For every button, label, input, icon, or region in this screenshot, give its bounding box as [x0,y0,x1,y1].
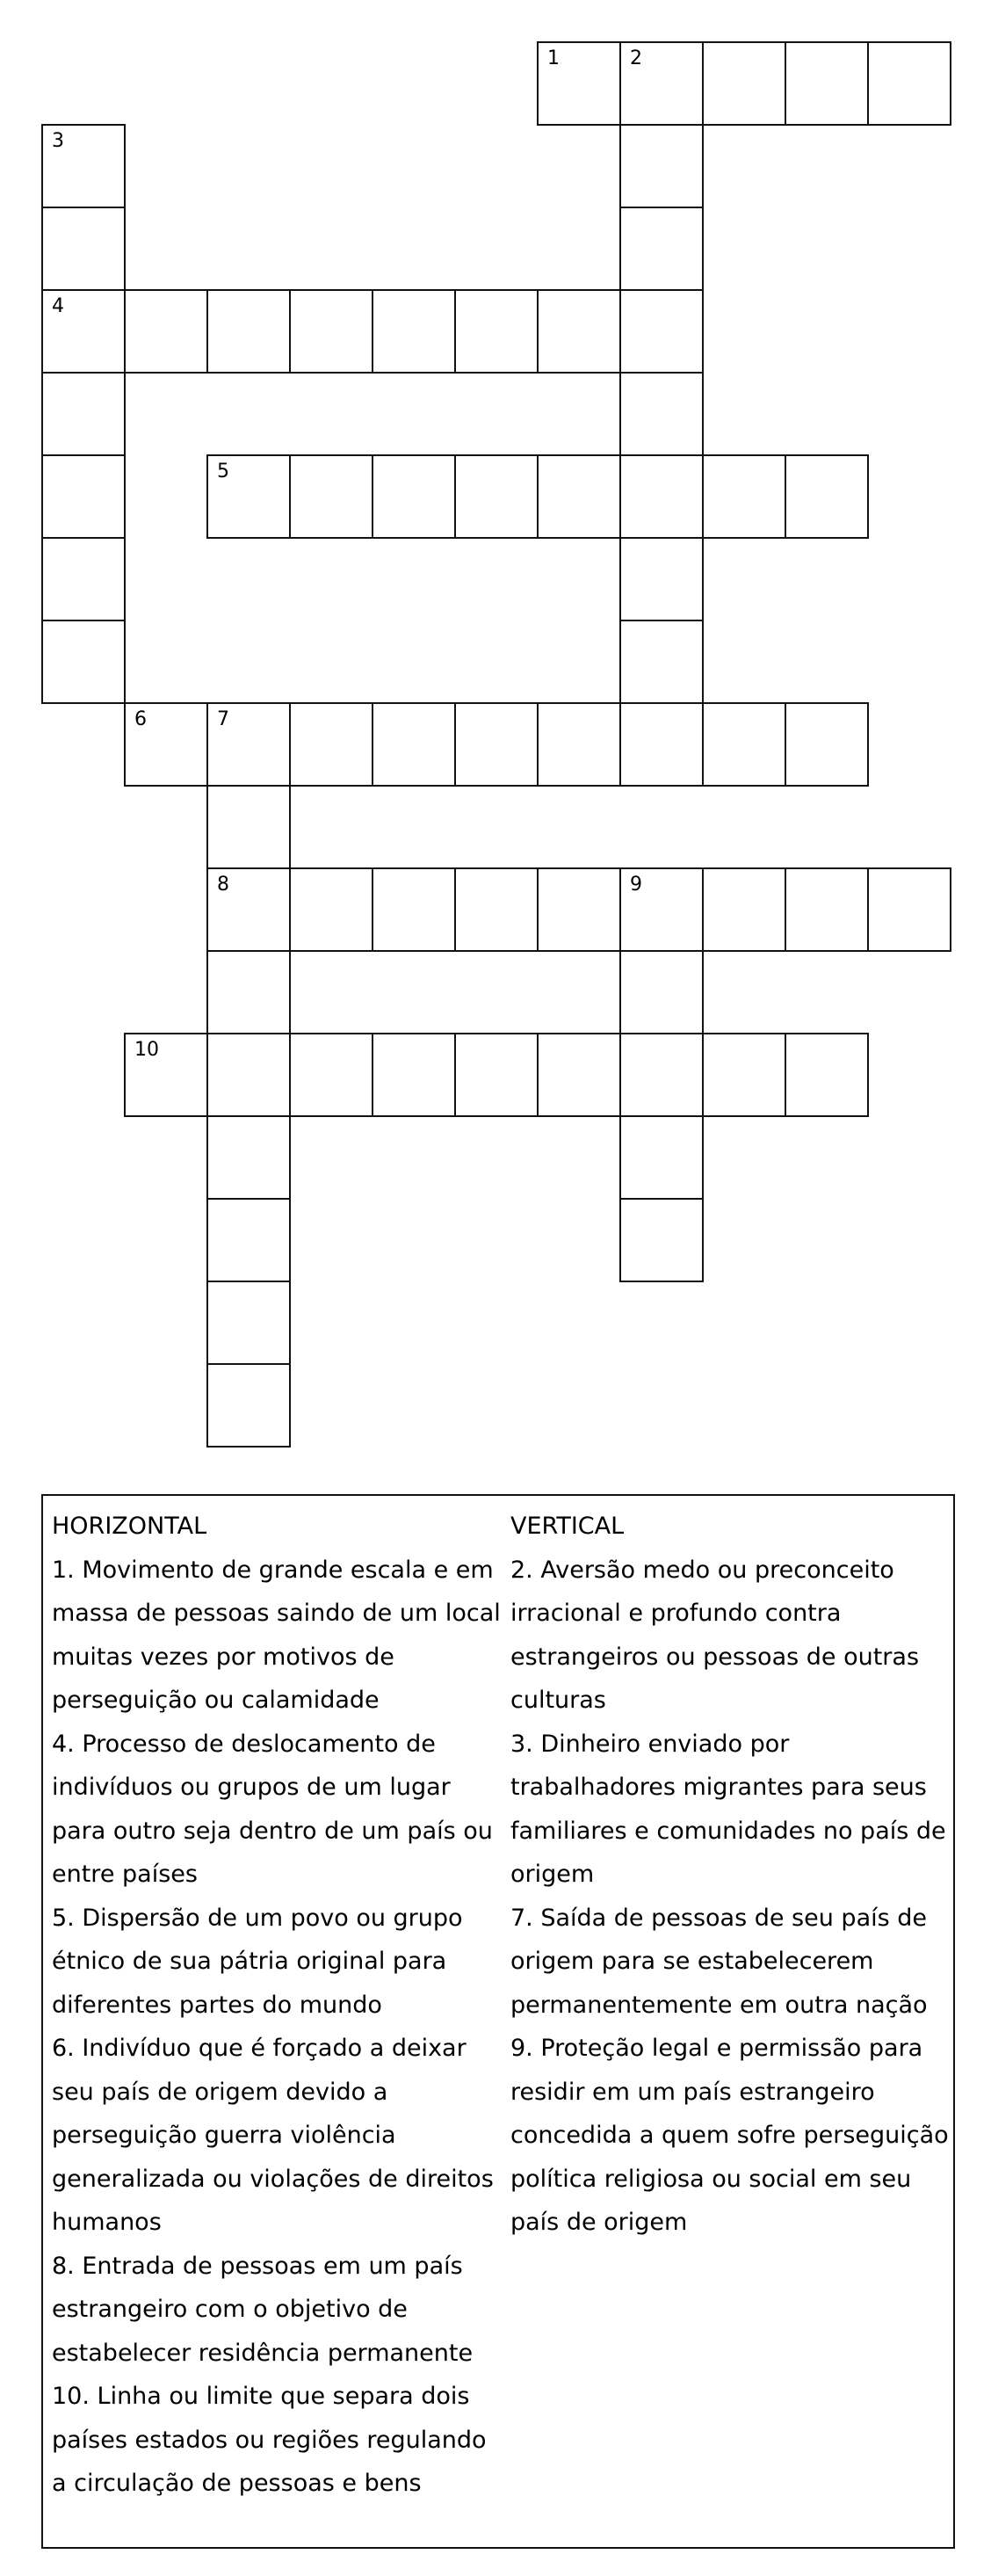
clue-number: 9 [630,874,642,896]
crossword-cell[interactable] [124,289,208,374]
clue-vertical-9: 9. Proteção legal e permissão para residir em um país estrangeiro concedida a quem sofre perseguição política religiosa ou social em seu país de origem [510,2035,949,2236]
clue-horizontal-4: 4. Processo de deslocamento de indivíduos ou grupos de um lugar para outro seja dentro de um país ou entre países [52,1730,493,1888]
crossword-cell[interactable] [206,1363,291,1448]
crossword-cell[interactable] [537,702,621,787]
crossword-cell[interactable] [537,1033,621,1117]
clue-horizontal-6: 6. Indivíduo que é forçado a deixar seu país de origem devido a perseguição guerra violência generalizada ou violações de direitos humanos [52,2035,494,2236]
crossword-cell[interactable] [619,207,704,291]
crossword-cell[interactable] [124,1033,208,1117]
crossword-cell[interactable] [454,702,539,787]
clue-horizontal-5: 5. Dispersão de um povo ou grupo étnico de sua pátria original para diferentes partes do mundo [52,1904,463,2019]
crossword-cell[interactable] [41,124,126,208]
horizontal-heading: HORIZONTAL [52,1513,207,1540]
crossword-cell[interactable] [206,454,291,539]
crossword-cell[interactable] [785,702,869,787]
crossword-cell[interactable] [289,1033,373,1117]
clue-vertical-3: 3. Dinheiro enviado por trabalhadores migrantes para seus familiares e comunidades no país de origem [510,1730,946,1888]
crossword-cell[interactable] [619,702,704,787]
clue-number: 7 [217,708,229,730]
crossword-cell[interactable] [619,1033,704,1117]
crossword-cell[interactable] [206,1115,291,1200]
crossword-cell[interactable] [619,289,704,374]
crossword-cell[interactable] [785,867,869,952]
clue-horizontal-1: 1. Movimento de grande escala e em massa de pessoas saindo de um local muitas vezes por motivos de perseguição ou calamidade [52,1556,501,1714]
clue-number: 4 [52,295,64,317]
crossword-cell[interactable] [372,867,456,952]
crossword-cell[interactable] [41,620,126,704]
clue-vertical-7: 7. Saída de pessoas de seu país de origem para se estabelecerem permanentemente em outra nação [510,1904,928,2019]
clue-number: 6 [134,708,147,730]
crossword-cell[interactable] [206,289,291,374]
crossword-cell[interactable] [372,702,456,787]
crossword-cell[interactable] [619,372,704,456]
crossword-cell[interactable] [41,207,126,291]
clue-number: 1 [547,47,560,69]
crossword-cell[interactable] [537,41,621,126]
clue-vertical-2: 2. Aversão medo ou preconceito irracional e profundo contra estrangeiros ou pessoas de outras culturas [510,1556,920,1714]
crossword-cell[interactable] [454,1033,539,1117]
crossword-cell[interactable] [619,1115,704,1200]
crossword-cell[interactable] [785,41,869,126]
crossword-cell[interactable] [41,372,126,456]
clue-horizontal-8: 8. Entrada de pessoas em um país estrangeiro com o objetivo de estabelecer residência permanente [52,2252,474,2367]
crossword-cell[interactable] [702,1033,786,1117]
crossword-cell[interactable] [206,1198,291,1282]
crossword-cell[interactable] [619,537,704,621]
crossword-cell[interactable] [619,620,704,704]
crossword-cell[interactable] [372,454,456,539]
crossword-cell[interactable] [619,867,704,952]
crossword-cell[interactable] [206,950,291,1034]
clue-horizontal-10: 10. Linha ou limite que separa dois países estados ou regiões regulando a circulação de pessoas e bens [52,2383,487,2497]
crossword-cell[interactable] [206,1281,291,1365]
clue-number: 3 [52,130,64,152]
crossword-cell[interactable] [41,454,126,539]
crossword-cell[interactable] [702,454,786,539]
crossword-cell[interactable] [702,867,786,952]
crossword-cell[interactable] [206,702,291,787]
crossword-cell[interactable] [619,1198,704,1282]
crossword-cell[interactable] [454,867,539,952]
crossword-cell[interactable] [619,41,704,126]
crossword-cell[interactable] [867,41,951,126]
vertical-heading: VERTICAL [510,1513,625,1540]
crossword-cell[interactable] [785,1033,869,1117]
crossword-cell[interactable] [537,289,621,374]
crossword-cell[interactable] [454,454,539,539]
crossword-cell[interactable] [537,454,621,539]
crossword-cell[interactable] [454,289,539,374]
crossword-cell[interactable] [372,289,456,374]
crossword-cell[interactable] [41,537,126,621]
clue-number: 5 [217,461,229,483]
crossword-cell[interactable] [372,1033,456,1117]
crossword-cell[interactable] [619,124,704,208]
crossword-cell[interactable] [124,702,208,787]
clue-number: 8 [217,874,229,896]
crossword-cell[interactable] [702,702,786,787]
crossword-cell[interactable] [619,950,704,1034]
crossword-cell[interactable] [206,1033,291,1117]
crossword-cell[interactable] [206,785,291,869]
horizontal-clues [52,1505,504,2506]
crossword-cell[interactable] [867,867,951,952]
crossword-cell[interactable] [289,702,373,787]
crossword-cell[interactable] [206,867,291,952]
crossword-cell[interactable] [619,454,704,539]
crossword-cell[interactable] [537,867,621,952]
crossword-cell[interactable] [41,289,126,374]
crossword-cell[interactable] [289,289,373,374]
clues-box [41,1494,955,2549]
vertical-clues [510,1505,950,2245]
crossword-cell[interactable] [785,454,869,539]
crossword-cell[interactable] [702,41,786,126]
clue-number: 10 [134,1039,159,1061]
crossword-cell[interactable] [289,454,373,539]
clue-number: 2 [630,47,642,69]
crossword-cell[interactable] [289,867,373,952]
